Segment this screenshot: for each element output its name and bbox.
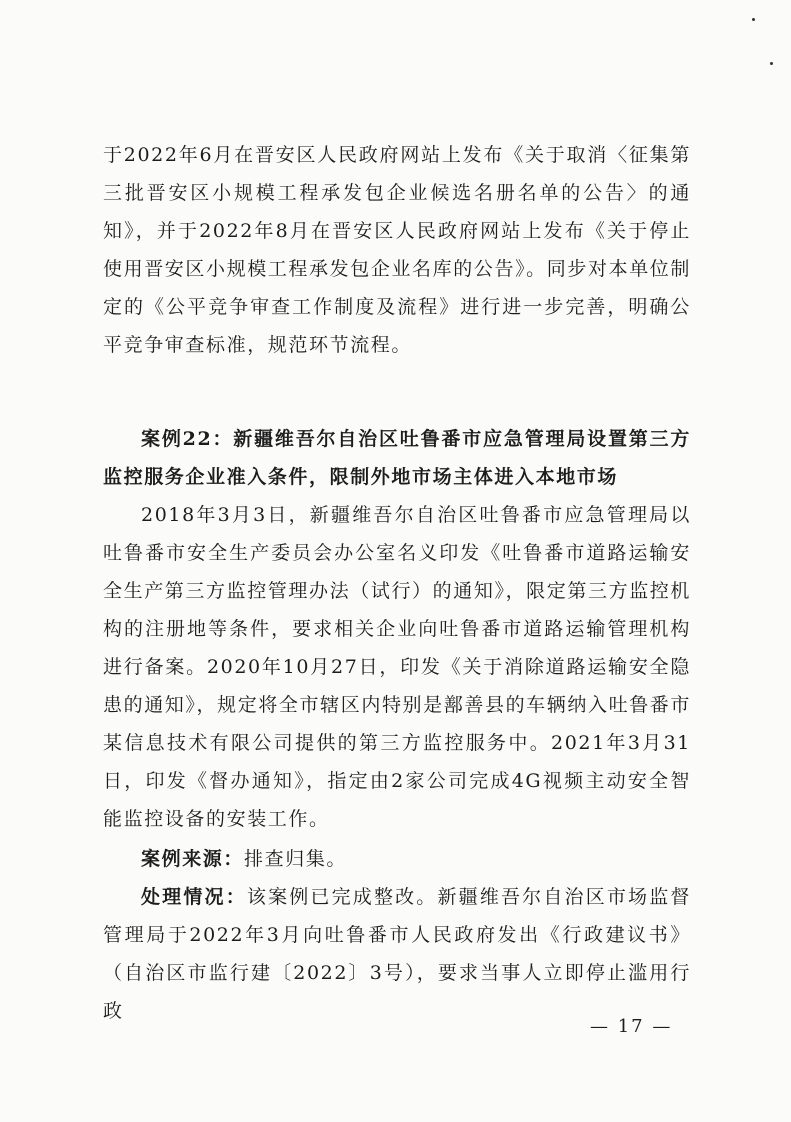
page-number: — 17 — <box>590 1016 673 1037</box>
case-title: 案例22：新疆维吾尔自治区吐鲁番市应急管理局设置第三方监控服务企业准入条件，限制外地市场主体进入本地市场 <box>103 428 691 488</box>
case-handling <box>103 878 691 1030</box>
case-description: 2018年3月3日，新疆维吾尔自治区吐鲁番市应急管理局以吐鲁番市安全生产委员会办公室名义印发《吐鲁番市道路运输安全生产第三方监控管理办法（试行）的通知》，限定第三方监控机构的注册地等条件，要求相关企业向吐鲁番市道路运输管理机构进行备案。2020年10月27日，印发《关于消除道路运输安全隐患的通知》，规定将全市辖区内特别是鄯善县的车辆纳入吐鲁番市某信息技术有限公司提供的第三方监控服务中。2021年3月31日，印发《督办通知》，指定由2家公司完成4G视频主动安全智能监控设备的安装工作。 <box>103 504 691 830</box>
paragraph-continuation: 于2022年6月在晋安区人民政府网站上发布《关于取消〈征集第三批晋安区小规模工程承发包企业候选名册名单的公告〉的通知》，并于2022年8月在晋安区人民政府网站上发布《关于停止使用晋安区小规模工程承发包企业名库的公告》。同步对本单位制定的《公平竞争审查工作制度及流程》进行进一步完善，明确公平竞争审查标准，规范环节流程。 <box>103 144 691 356</box>
case-handling-text: 该案例已完成整改。新疆维吾尔自治区市场监督管理局于2022年3月向吐鲁番市人民政府发出《行政建议书》（自治区市监行建〔2022〕3号），要求当事人立即停止滥用行政 <box>103 886 691 1022</box>
case-source-label: 案例来源： <box>141 848 245 870</box>
case-source <box>103 840 691 878</box>
scan-speck <box>752 18 755 21</box>
case-source-text: 排查归集。 <box>244 848 348 870</box>
scan-speck <box>770 62 773 65</box>
case-handling-label: 处理情况： <box>141 886 247 908</box>
